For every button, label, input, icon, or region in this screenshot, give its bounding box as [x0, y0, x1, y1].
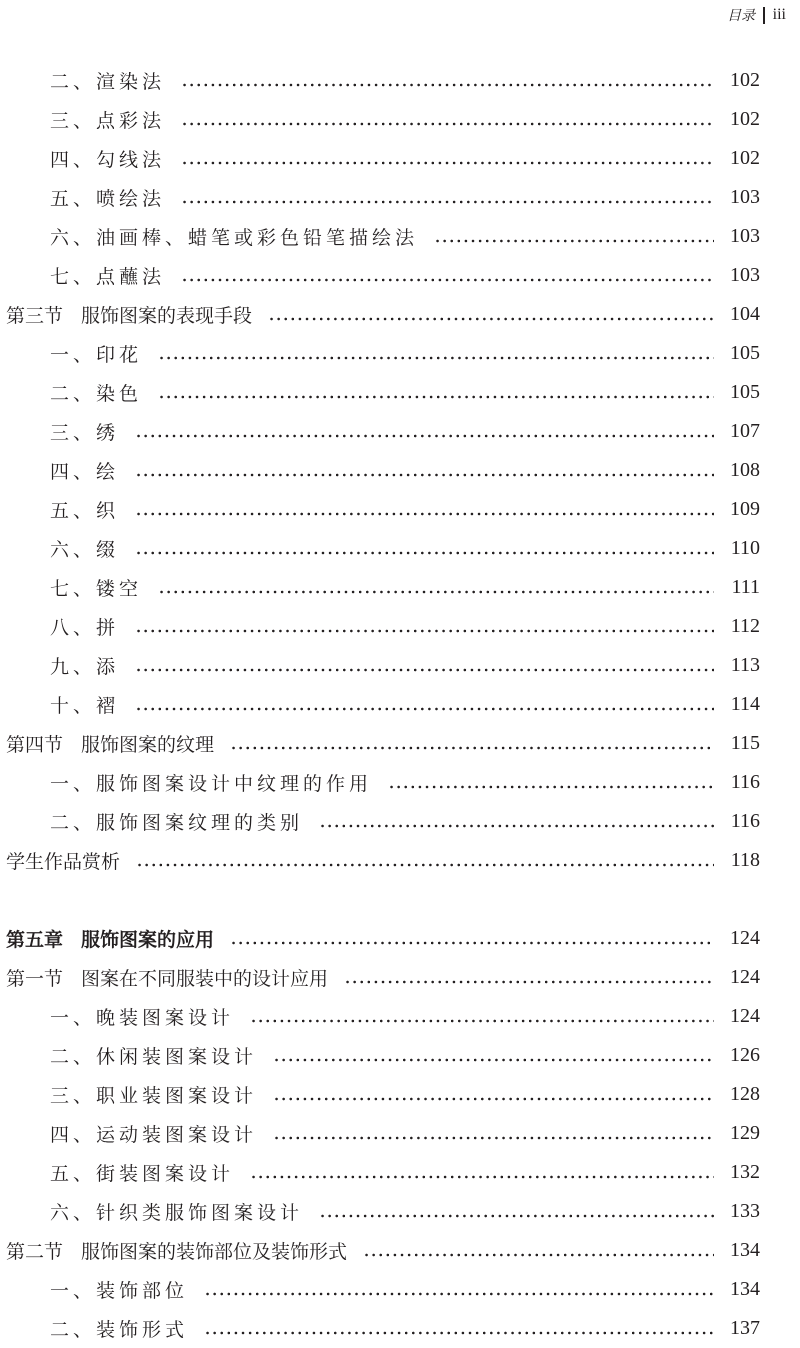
toc-entry[interactable]: [50, 100, 760, 139]
toc-entry-label: [6, 847, 120, 874]
toc-entry-number: 第四节: [6, 734, 64, 756]
toc-entry-label: [6, 730, 214, 757]
toc-entry-label: [50, 652, 119, 679]
toc-entry-page: 104: [730, 303, 760, 325]
dot-leader: [181, 82, 714, 88]
toc-entry[interactable]: [6, 919, 760, 958]
toc-entry-page: 110: [730, 537, 760, 559]
toc-entry-title: 九、添: [50, 656, 120, 678]
toc-entry-page: 124: [730, 1005, 760, 1027]
toc-entry-label: [50, 535, 119, 562]
dot-leader: [268, 316, 714, 322]
toc-entry[interactable]: [50, 217, 760, 256]
toc-entry-page: 103: [730, 225, 760, 247]
toc-entry-title: 十、褶: [50, 695, 120, 717]
toc-entry-label: [6, 925, 214, 952]
toc-entry-title: 四、勾线法: [50, 149, 166, 171]
toc-entry-label: [50, 1042, 257, 1069]
toc-entry-page: 102: [730, 108, 760, 130]
toc-entry-title: 七、点蘸法: [50, 266, 166, 288]
toc-entry-page: 128: [730, 1083, 760, 1105]
toc-entry-title: 七、镂空: [50, 578, 143, 600]
dot-leader: [204, 1291, 714, 1297]
toc-entry[interactable]: [50, 61, 760, 100]
dot-leader: [135, 628, 714, 634]
dot-leader: [273, 1096, 714, 1102]
dot-leader: [273, 1135, 714, 1141]
toc-entry-label: [50, 1198, 303, 1225]
dot-leader: [181, 199, 714, 205]
toc-entry-title: 二、休闲装图案设计: [50, 1046, 258, 1068]
toc-entry-label: [50, 340, 142, 367]
toc-entry-title: 二、染色: [50, 383, 143, 405]
toc-entry-title: 服饰图案的表现手段: [81, 305, 253, 327]
dot-leader: [363, 1252, 714, 1258]
toc-entry-label: [50, 223, 418, 250]
toc-entry-page: 111: [731, 576, 760, 598]
toc-entry-page: 108: [730, 459, 760, 481]
running-header-section: 目录: [727, 8, 756, 24]
toc-entry-number: 第一节: [6, 968, 64, 990]
toc-entry-title: 八、拼: [50, 617, 120, 639]
dot-leader: [158, 589, 714, 595]
toc-entry-page: 133: [730, 1200, 760, 1222]
toc-entry-label: [6, 1237, 347, 1264]
toc-entry-title: 服饰图案的应用: [81, 929, 215, 951]
toc-entry[interactable]: [6, 958, 760, 997]
toc-entry-label: [50, 691, 119, 718]
dot-leader: [388, 784, 714, 790]
toc-entry-label: [50, 184, 165, 211]
toc-entry-page: 134: [730, 1239, 760, 1261]
toc-entry[interactable]: [50, 763, 760, 802]
toc-entry-page: 103: [730, 264, 760, 286]
dot-leader: [135, 511, 714, 517]
toc-entry-label: [50, 1003, 234, 1030]
page-number: iii: [772, 6, 786, 23]
toc-entry[interactable]: [50, 139, 760, 178]
toc-entry-page: 116: [730, 771, 760, 793]
toc-entry-page: 115: [730, 732, 760, 754]
toc-entry-title: 六、缀: [50, 539, 120, 561]
dot-leader: [273, 1057, 714, 1063]
toc-entry-page: 116: [730, 810, 760, 832]
toc-entry-label: [50, 379, 142, 406]
toc-entry-label: [50, 808, 303, 835]
toc-entry-label: [6, 964, 328, 991]
dot-leader: [158, 394, 714, 400]
toc-entry-title: 四、绘: [50, 461, 120, 483]
dot-leader: [204, 1330, 714, 1336]
toc-entry[interactable]: [50, 802, 760, 841]
dot-leader: [230, 745, 714, 751]
toc-entry-title: 六、油画棒、蜡笔或彩色铅笔描绘法: [50, 227, 419, 249]
toc-entry-title: 二、装饰形式: [50, 1319, 189, 1341]
toc-entry-label: [50, 1159, 234, 1186]
toc-entry[interactable]: [50, 568, 760, 607]
toc-entry-number: 第三节: [6, 305, 64, 327]
toc-entry[interactable]: [50, 529, 760, 568]
toc-entry-page: 137: [730, 1317, 760, 1339]
toc-entry-page: 129: [730, 1122, 760, 1144]
dot-leader: [181, 160, 714, 166]
dot-leader: [344, 979, 714, 985]
dot-leader: [181, 277, 714, 283]
toc-entry-page: 124: [730, 927, 760, 949]
toc-entry-number: 第五章: [6, 929, 64, 951]
toc-entry-title: 服饰图案的装饰部位及装饰形式: [81, 1241, 348, 1263]
toc-entry[interactable]: [50, 373, 760, 412]
toc-entry[interactable]: [50, 1075, 760, 1114]
toc-entry-label: [50, 1081, 257, 1108]
toc-entry-title: 二、渲染法: [50, 71, 166, 93]
toc-entry-page: 118: [730, 849, 760, 871]
toc-entry-label: [50, 1276, 188, 1303]
toc-entry-title: 二、服饰图案纹理的类别: [50, 812, 304, 834]
toc-entry-page: 113: [730, 654, 760, 676]
toc-entry-page: 105: [730, 381, 760, 403]
toc-entry-title: 四、运动装图案设计: [50, 1124, 258, 1146]
toc-entry[interactable]: [50, 178, 760, 217]
toc-entry-label: [6, 301, 252, 328]
toc-entry-label: [50, 457, 119, 484]
dot-leader: [136, 862, 714, 868]
toc-entry-label: [50, 418, 119, 445]
toc-entry[interactable]: [6, 841, 760, 880]
toc-entry-title: 一、装饰部位: [50, 1280, 189, 1302]
toc-entry-page: 109: [730, 498, 760, 520]
toc-entry-title: 五、喷绘法: [50, 188, 166, 210]
toc-entry[interactable]: [50, 1309, 760, 1348]
toc-entry-page: 124: [730, 966, 760, 988]
toc-entry-label: [50, 1315, 188, 1342]
toc-entry-title: 五、街装图案设计: [50, 1163, 235, 1185]
toc-entry[interactable]: [50, 607, 760, 646]
toc-entry[interactable]: [50, 451, 760, 490]
toc-entry[interactable]: [50, 1153, 760, 1192]
toc-entry-page: 132: [730, 1161, 760, 1183]
dot-leader: [135, 550, 714, 556]
dot-leader: [230, 940, 714, 946]
toc-entry-title: 三、职业装图案设计: [50, 1085, 258, 1107]
toc-entry-page: 105: [730, 342, 760, 364]
toc-entry[interactable]: [50, 1036, 760, 1075]
toc-entry-title: 图案在不同服装中的设计应用: [81, 968, 329, 990]
toc-entry-label: [50, 262, 165, 289]
toc-entry[interactable]: [50, 646, 760, 685]
toc-entry-title: 五、织: [50, 500, 120, 522]
toc-entry-title: 一、服饰图案设计中纹理的作用: [50, 773, 373, 795]
toc-entry-page: 102: [730, 147, 760, 169]
dot-leader: [135, 472, 714, 478]
toc-entry[interactable]: [6, 1231, 760, 1270]
toc-entry-page: 112: [730, 615, 760, 637]
dot-leader: [319, 823, 714, 829]
toc-entry[interactable]: [50, 997, 760, 1036]
toc-entry-label: [50, 574, 142, 601]
toc-entry-page: 114: [730, 693, 760, 715]
toc-entry-page: 103: [730, 186, 760, 208]
toc-entry-page: 134: [730, 1278, 760, 1300]
toc-entry-title: 一、印花: [50, 344, 143, 366]
header-divider: [763, 7, 765, 24]
dot-leader: [181, 121, 714, 127]
toc-entry[interactable]: [50, 334, 760, 373]
running-header: [727, 4, 786, 26]
dot-leader: [135, 433, 714, 439]
toc-entry[interactable]: [6, 295, 760, 334]
toc-entry-page: 102: [730, 69, 760, 91]
dot-leader: [434, 238, 714, 244]
toc-entry[interactable]: [50, 256, 760, 295]
dot-leader: [135, 706, 714, 712]
toc-entry-number: 第二节: [6, 1241, 64, 1263]
toc-entry-page: 126: [730, 1044, 760, 1066]
toc-entry[interactable]: [50, 1192, 760, 1231]
dot-leader: [319, 1213, 714, 1219]
toc-entry-label: [50, 1120, 257, 1147]
dot-leader: [250, 1018, 714, 1024]
toc-entry-title: 一、晚装图案设计: [50, 1007, 235, 1029]
toc-entry-title: 三、绣: [50, 422, 120, 444]
toc-entry[interactable]: [50, 490, 760, 529]
toc-entry-label: [50, 769, 372, 796]
toc-entry[interactable]: [50, 412, 760, 451]
toc-entry[interactable]: [50, 685, 760, 724]
toc-entry[interactable]: [6, 724, 760, 763]
toc-entry-label: [50, 496, 119, 523]
toc-entry-title: 六、针织类服饰图案设计: [50, 1202, 304, 1224]
toc-entry-title: 三、点彩法: [50, 110, 166, 132]
toc-entry-title: 服饰图案的纹理: [81, 734, 215, 756]
dot-leader: [158, 355, 714, 361]
toc-entry-page: 107: [730, 420, 760, 442]
toc-entry-label: [50, 67, 165, 94]
toc-entry[interactable]: [50, 1270, 760, 1309]
toc-entry-label: [50, 106, 165, 133]
toc-entry[interactable]: [50, 1114, 760, 1153]
toc-entry-label: [50, 145, 165, 172]
toc-entry-title: 学生作品赏析: [6, 851, 121, 873]
dot-leader: [250, 1174, 714, 1180]
toc-entry-label: [50, 613, 119, 640]
dot-leader: [135, 667, 714, 673]
